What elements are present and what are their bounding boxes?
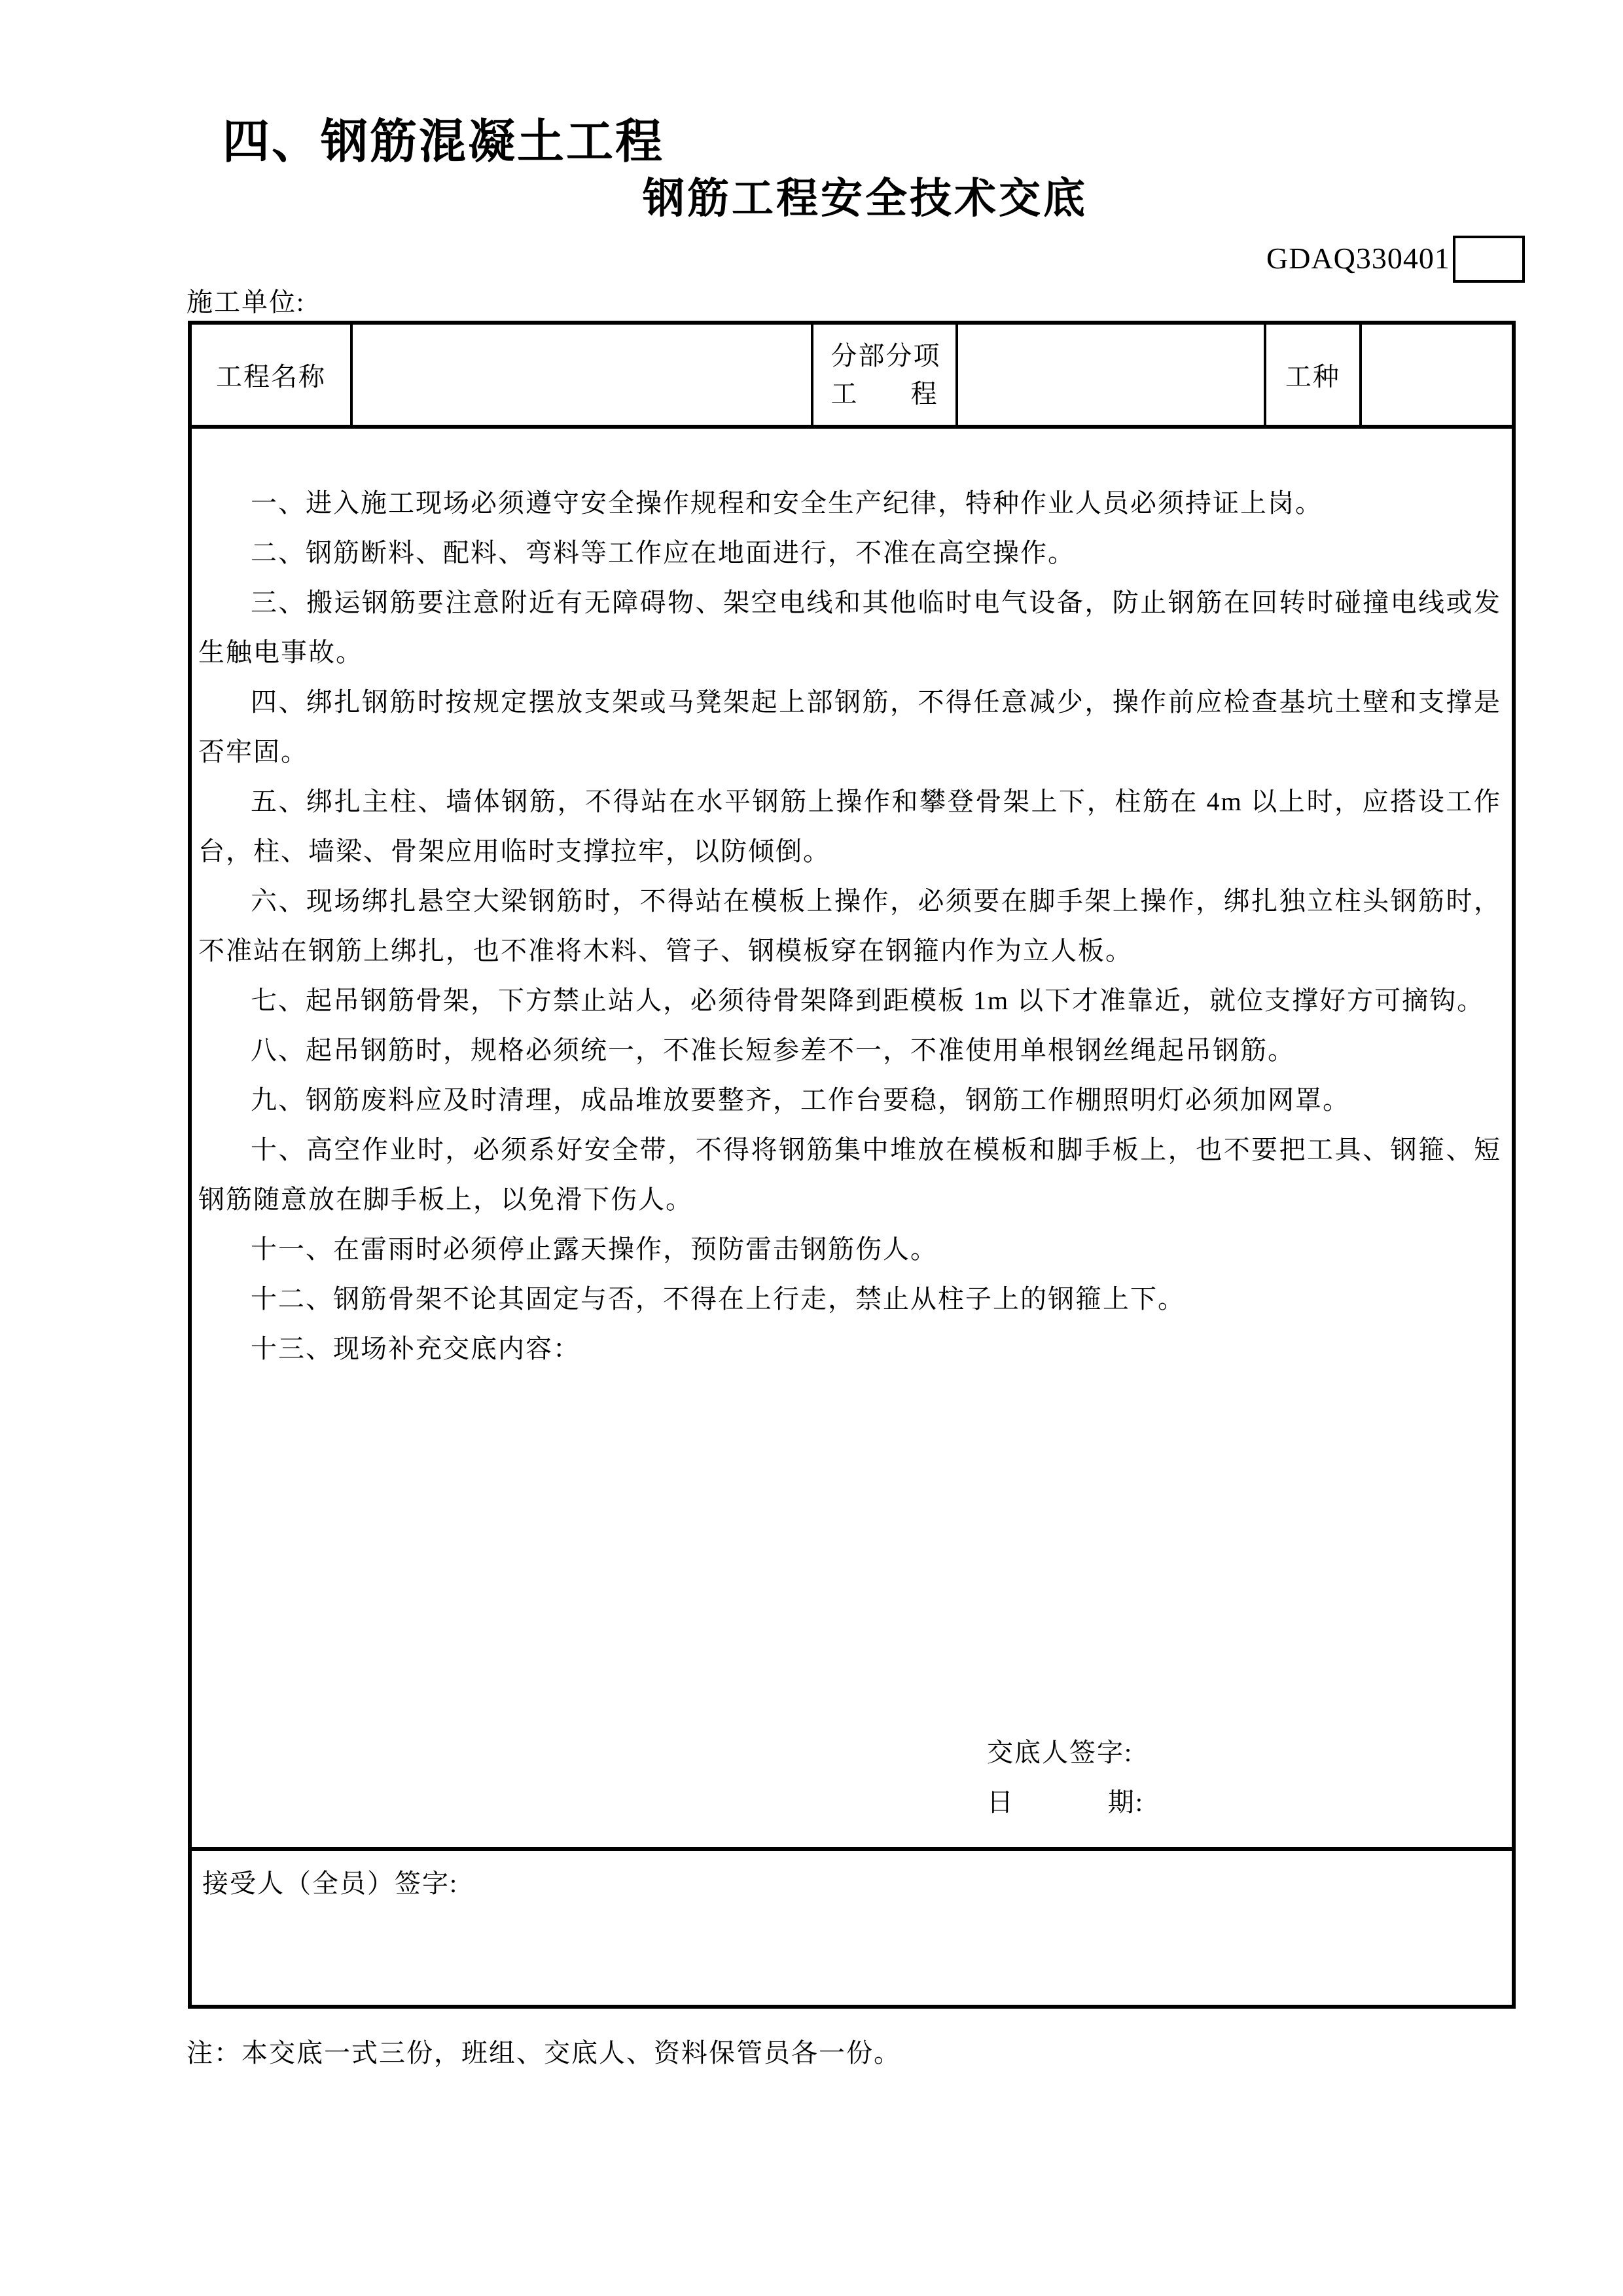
discloser-signature-label: 交底人签字:: [987, 1738, 1133, 1767]
disclosure-content-cell: [192, 429, 1512, 1851]
project-name-label: 工程名称: [216, 362, 326, 391]
safety-item-5: 五、绑扎主柱、墙体钢筋，不得站在水平钢筋上操作和攀登骨架上下，柱筋在 4m 以上时，应搭设工作台，柱、墙梁、骨架应用临时支撑拉牢，以防倾倒。: [198, 787, 1501, 866]
form-code-box[interactable]: [1453, 236, 1525, 283]
safety-item-9: 九、钢筋废料应及时清理，成品堆放要整齐，工作台要稳，钢筋工作棚照明灯必须加网罩。: [251, 1085, 1350, 1115]
disclosure-form-table: [188, 321, 1516, 2009]
safety-item-4: 四、绑扎钢筋时按规定摆放支架或马凳架起上部钢筋，不得任意减少，操作前应检查基坑土壁和支撑是否牢固。: [198, 687, 1501, 766]
form-code-row: [1266, 234, 1525, 283]
safety-item-11: 十一、在雷雨时必须停止露天操作，预防雷击钢筋伤人。: [251, 1234, 938, 1264]
date-label-left: 日: [987, 1787, 1014, 1817]
safety-item-12: 十二、钢筋骨架不论其固定与否，不得在上行走，禁止从柱子上的钢箍上下。: [251, 1284, 1185, 1314]
subdivision-label-char-right: 程: [910, 378, 938, 408]
safety-item-3: 三、搬运钢筋要注意附近有无障碍物、架空电线和其他临时电气设备，防止钢筋在回转时碰撞电线或发生触电事故。: [198, 588, 1501, 667]
date-label: [987, 1778, 1144, 1827]
table-header-row: [192, 325, 1512, 429]
page-title: 钢筋工程安全技术交底: [643, 175, 1088, 222]
form-code-label: GDAQ330401: [1266, 242, 1450, 275]
project-name-field[interactable]: [353, 325, 813, 425]
subdivision-label: [830, 337, 941, 413]
receiver-signature-label: 接受人（全员）签字:: [202, 1869, 459, 1898]
safety-item-2: 二、钢筋断料、配料、弯料等工作应在地面进行，不准在高空操作。: [251, 538, 1075, 567]
safety-item-10: 十、高空作业时，必须系好安全带，不得将钢筋集中堆放在模板和脚手板上，也不要把工具、钢箍、短钢筋随意放在脚手板上，以免滑下伤人。: [198, 1135, 1501, 1214]
footer-note: 注：本交底一式三份，班组、交底人、资料保管员各一份。: [187, 2038, 901, 2068]
safety-item-8: 八、起吊钢筋时，规格必须统一，不准长短参差不一，不准使用单根钢丝绳起吊钢筋。: [251, 1035, 1295, 1065]
safety-item-7: 七、起吊钢筋骨架，下方禁止站人，必须待骨架降到距模板 1m 以下才准靠近，就位支撑好方可摘钩。: [251, 986, 1485, 1015]
safety-item-6: 六、现场绑扎悬空大梁钢筋时，不得站在模板上操作，必须要在脚手架上操作，绑扎独立柱头钢筋时，不准站在钢筋上绑扎，也不准将木料、管子、钢模板穿在钢箍内作为立人板。: [198, 886, 1501, 965]
subdivision-label-line2: [831, 375, 938, 413]
work-type-label: 工种: [1285, 362, 1340, 391]
signature-block: [987, 1728, 1144, 1827]
work-type-field[interactable]: [1362, 325, 1512, 425]
safety-item-1: 一、进入施工现场必须遵守安全操作规程和安全生产纪律，特种作业人员必须持证上岗。: [251, 488, 1323, 518]
receiver-signature-area[interactable]: [192, 1851, 1512, 2005]
subdivision-label-line1: 分部分项: [830, 340, 941, 370]
date-label-right: 期:: [1107, 1787, 1144, 1817]
project-name-label-cell: [192, 325, 353, 425]
subdivision-label-cell: [813, 325, 958, 425]
construction-unit-label: 施工单位:: [187, 287, 306, 317]
safety-item-13: 十三、现场补充交底内容：: [251, 1334, 580, 1363]
work-type-label-cell: [1266, 325, 1362, 425]
subdivision-field[interactable]: [958, 325, 1266, 425]
subdivision-label-char-left: 工: [830, 378, 859, 408]
section-heading: 四、钢筋混凝土工程: [223, 116, 665, 168]
